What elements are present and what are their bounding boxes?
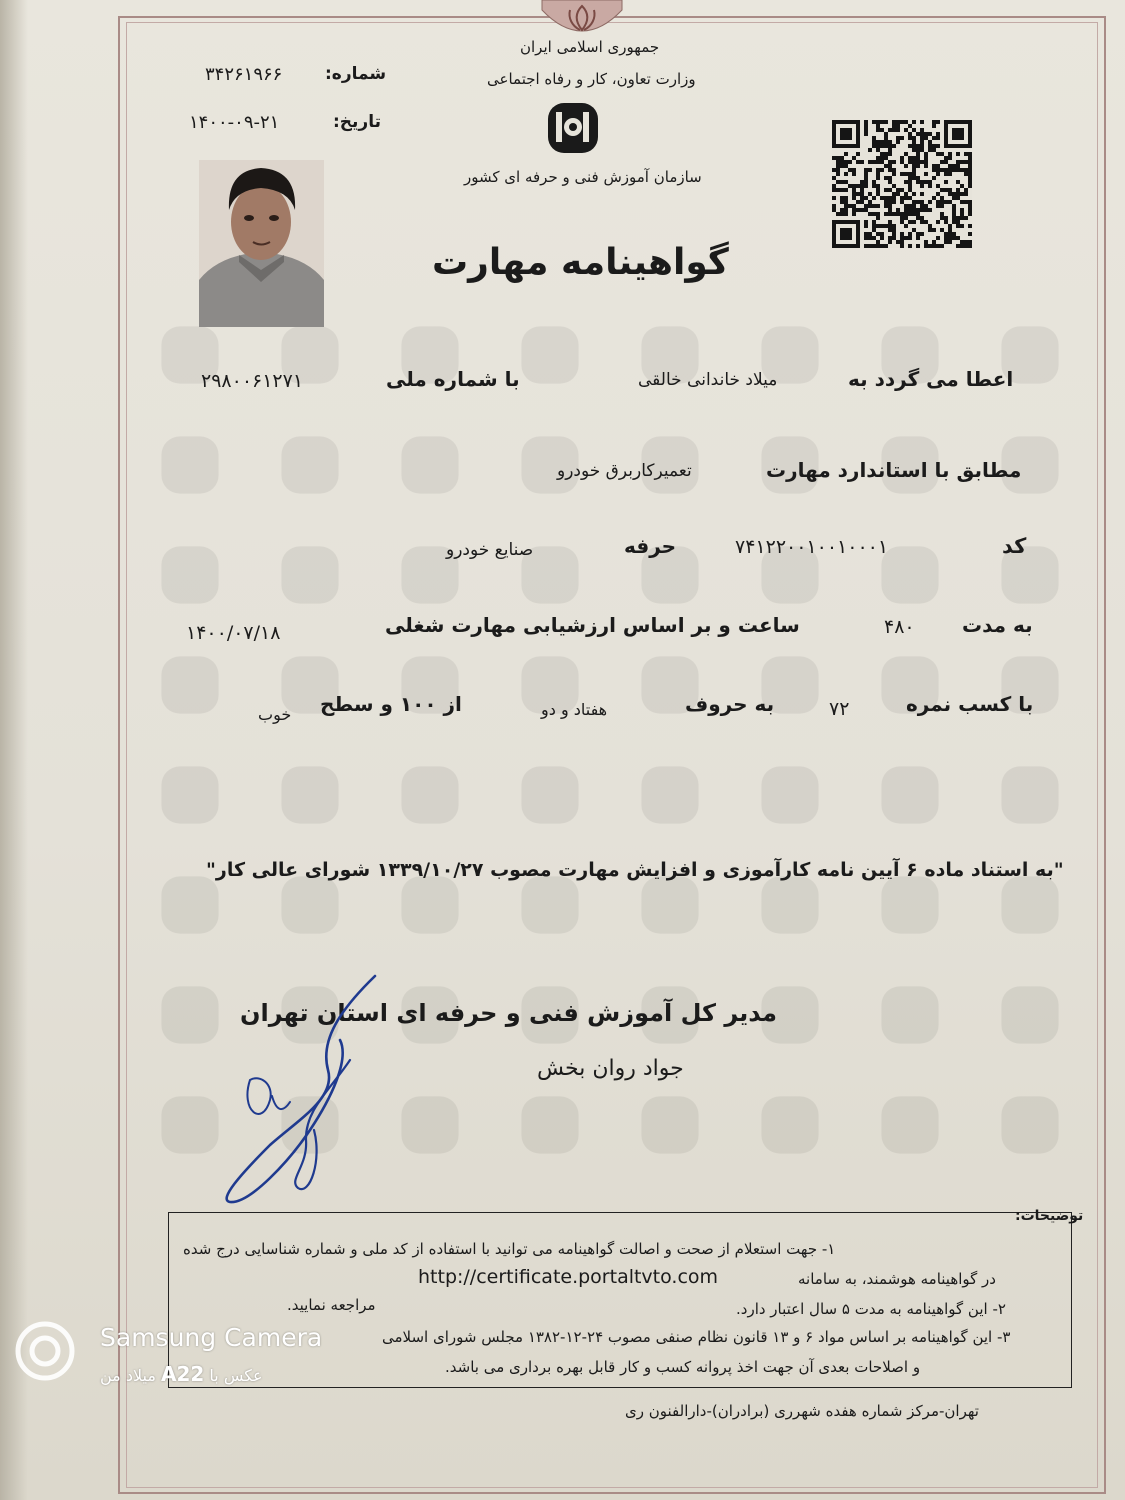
certificate-title: گواهینامه مهارت (432, 242, 729, 283)
notes-line-4: ۲- این گواهینامه به مدت ۵ سال اعتبار دارد. (736, 1300, 1006, 1318)
date-value: ۱۴۰۰-۰۹-۲۱ (189, 112, 280, 133)
page-edge-shadow (0, 0, 28, 1500)
camera-brand-text: Samsung Camera (100, 1323, 323, 1352)
notes-heading: توضیحات: (1015, 1208, 1084, 1224)
out-of-label: از ۱۰۰ و سطح (320, 692, 462, 716)
national-id-label: با شماره ملی (386, 367, 520, 391)
standard-label: مطابق با استاندارد مهارت (766, 458, 1022, 482)
letters-label: به حروف (685, 692, 775, 716)
regulation-statement: "به استناد ماده ۶ آیین نامه کارآموزی و افزایش مهارت مصوب ۱۳۳۹/۱۰/۲۷ شورای عالی کار" (206, 859, 1064, 881)
number-value: ۳۴۲۶۱۹۶۶ (205, 64, 283, 85)
camera-caption (100, 1362, 263, 1386)
notes-line-5: ۳- این گواهینامه بر اساس مواد ۶ و ۱۳ قانون نظام صنفی مصوب ۲۴-۱۲-۱۳۸۲ مجلس شورای اسلامی (382, 1328, 1011, 1346)
duration-label: به مدت (962, 613, 1033, 637)
level-value: خوب (258, 705, 292, 724)
notes-line-3: مراجعه نمایید. (287, 1296, 376, 1314)
assessment-date: ۱۴۰۰/۰۷/۱۸ (186, 622, 281, 644)
trade-label: حرفه (624, 534, 677, 558)
score-label: با کسب نمره (906, 692, 1034, 716)
camera-caption-suffix: میلاد من (100, 1366, 156, 1385)
signatory-position: مدیر کل آموزش فنی و حرفه ای استان تهران (240, 999, 777, 1027)
verification-url: http://certificate.portaltvto.com (418, 1266, 719, 1288)
notes-line-2: در گواهینامه هوشمند، به سامانه (798, 1270, 996, 1288)
score-value: ۷۲ (829, 698, 850, 720)
tvto-logo-icon (545, 100, 601, 156)
handwritten-signature (210, 970, 380, 1210)
date-label: تاریخ: (333, 112, 381, 132)
republic-title: جمهوری اسلامی ایران (520, 38, 660, 56)
number-label: شماره: (325, 64, 387, 84)
signatory-name: جواد روان بخش (537, 1056, 684, 1081)
holder-name: میلاد خاندانی خالقی (638, 370, 778, 390)
camera-model: A22 (161, 1362, 205, 1386)
notes-line-1: ۱- جهت استعلام از صحت و اصالت گواهینامه می توانید با استفاده از کد ملی و شماره شناسایی درج شده (183, 1240, 836, 1258)
code-label: کد (1002, 534, 1027, 558)
granted-label: اعطا می گردد به (848, 367, 1014, 391)
holder-photo (199, 160, 324, 327)
code-value: ۷۴۱۲۲۰۰۱۰۰۱۰۰۰۱ (735, 536, 889, 558)
national-id-value: ۲۹۸۰۰۶۱۲۷۱ (201, 370, 304, 392)
hours-assessment-label: ساعت و بر اساس ارزشیابی مهارت شغلی (385, 613, 800, 637)
notes-line-6: و اصلاحات بعدی آن جهت اخذ پروانه کسب و کار قابل بهره برداری می باشد. (445, 1358, 921, 1376)
letters-value: هفتاد و دو (541, 700, 608, 719)
duration-value: ۴۸۰ (884, 616, 915, 638)
qr-code (832, 120, 972, 248)
trade-value: صنایع خودرو (446, 540, 534, 560)
camera-watermark-icon (12, 1318, 78, 1384)
issuing-center: تهران-مرکز شماره هفده شهرری (برادران)-دارالفنون ری (625, 1402, 979, 1420)
camera-caption-prefix: عکس با (209, 1366, 263, 1385)
standard-value: تعمیرکاربرق خودرو (557, 461, 692, 481)
organization-title: سازمان آموزش فنی و حرفه ای کشور (464, 168, 702, 186)
ministry-title: وزارت تعاون، کار و رفاه اجتماعی (487, 70, 696, 88)
